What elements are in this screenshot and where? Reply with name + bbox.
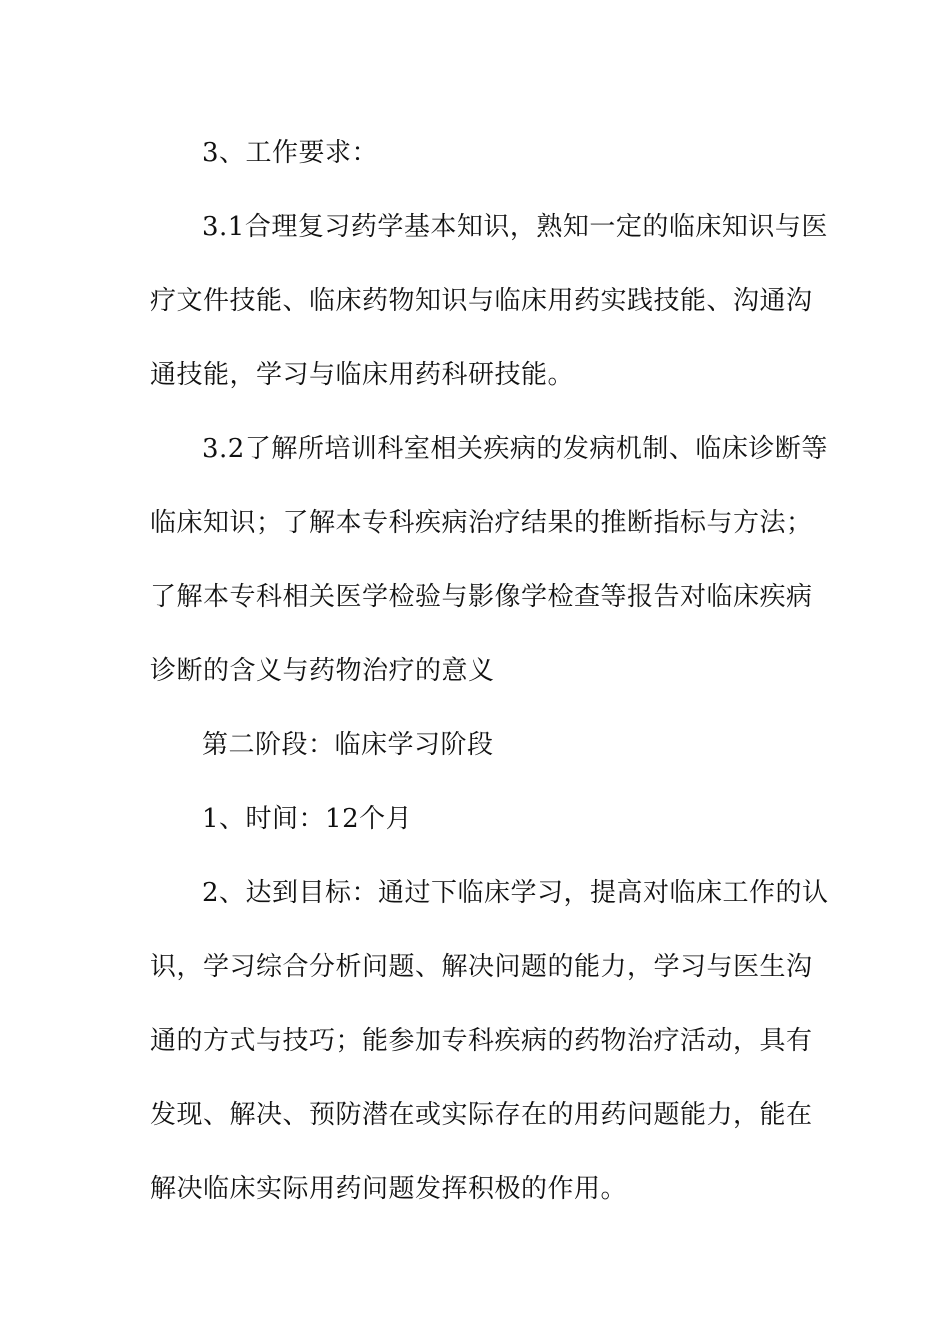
text-line: 第二阶段：临床学习阶段	[202, 730, 494, 760]
text-line: 发现、解决、预防潜在或实际存在的用药问题能力，能在	[150, 1100, 813, 1130]
paragraph-duration	[150, 782, 810, 856]
paragraph-3-2	[150, 412, 828, 708]
text-line: 诊断的含义与药物治疗的意义	[150, 656, 495, 686]
text-line: 疗文件技能、临床药物知识与临床用药实践技能、沟通沟	[150, 286, 813, 316]
text-line: 通的方式与技巧；能参加专科疾病的药物治疗活动，具有	[150, 1026, 813, 1056]
section-heading-stage-two	[150, 708, 810, 782]
text-line: 3.1合理复习药学基本知识，熟知一定的临床知识与医	[202, 212, 828, 242]
text-line: 识，学习综合分析问题、解决问题的能力，学习与医生沟	[150, 952, 813, 982]
text-line: 临床知识；了解本专科疾病治疗结果的推断指标与方法；	[150, 508, 813, 538]
text-line: 1、时间：12个月	[202, 804, 413, 834]
text-line: 了解本专科相关医学检验与影像学检查等报告对临床疾病	[150, 582, 813, 612]
text-line: 2、达到目标：通过下临床学习，提高对临床工作的认	[202, 878, 829, 908]
text-line: 3、工作要求：	[202, 138, 379, 168]
paragraph-work-requirements	[150, 116, 810, 190]
text-line: 解决临床实际用药问题发挥积极的作用。	[150, 1174, 628, 1204]
text-line: 3.2了解所培训科室相关疾病的发病机制、临床诊断等	[202, 434, 828, 464]
paragraph-goals	[150, 856, 829, 1226]
document-body	[150, 116, 829, 1226]
paragraph-3-1	[150, 190, 828, 412]
text-line: 通技能，学习与临床用药科研技能。	[150, 360, 575, 390]
